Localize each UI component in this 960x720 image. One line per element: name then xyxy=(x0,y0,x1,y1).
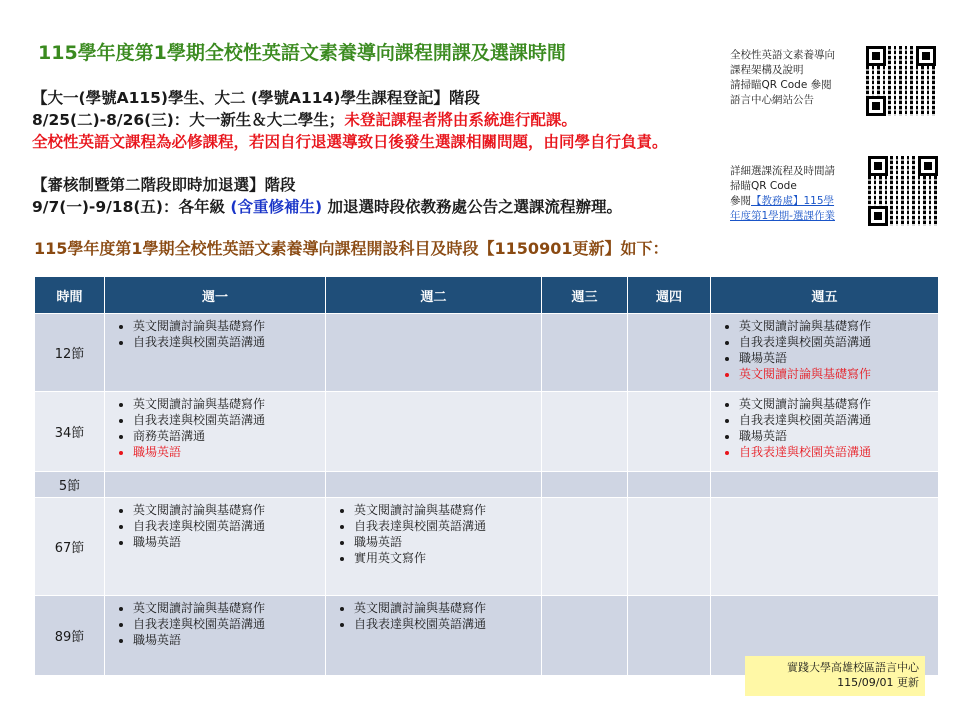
qr1-note-line: 全校性英語文素養導向 xyxy=(730,49,835,61)
time-cell: 89節 xyxy=(35,596,105,676)
course-list xyxy=(105,318,325,350)
course-item: • 自我表達與校園英語溝通 xyxy=(739,334,938,350)
course-list xyxy=(711,318,938,382)
qr2-note-prefix: 參閱 xyxy=(730,195,751,207)
course-item: • 實用英文寫作 xyxy=(354,550,541,566)
thursday-cell xyxy=(628,392,711,472)
course-item: • 自我表達與校園英語溝通 xyxy=(739,444,938,460)
course-item: • 自我表達與校園英語溝通 xyxy=(133,518,325,534)
friday-cell xyxy=(711,472,939,498)
qr-code-icon[interactable] xyxy=(866,46,936,116)
time-cell: 5節 xyxy=(35,472,105,498)
course-item: • 英文閱讀討論與基礎寫作 xyxy=(133,502,325,518)
course-item: • 英文閱讀討論與基礎寫作 xyxy=(133,396,325,412)
thursday-cell xyxy=(628,472,711,498)
friday-cell xyxy=(711,498,939,596)
monday-cell xyxy=(105,314,326,392)
course-list xyxy=(326,502,541,566)
wednesday-cell xyxy=(542,314,628,392)
course-item: • 自我表達與校園英語溝通 xyxy=(354,616,541,632)
wednesday-cell xyxy=(542,498,628,596)
wednesday-cell xyxy=(542,392,628,472)
monday-cell xyxy=(105,392,326,472)
thursday-cell xyxy=(628,596,711,676)
header-tue: 週二 xyxy=(326,277,542,314)
qr1-note-line: 語言中心網站公告 xyxy=(730,94,814,106)
qr2-note-line: 掃瞄QR Code xyxy=(730,180,797,192)
thursday-cell xyxy=(628,314,711,392)
course-item: • 自我表達與校園英語溝通 xyxy=(354,518,541,534)
qr2-note-line: 詳細選課流程及時間請 xyxy=(730,165,835,177)
stage2-line xyxy=(32,195,622,217)
tuesday-cell xyxy=(326,498,542,596)
time-cell: 12節 xyxy=(35,314,105,392)
course-item: • 職場英語 xyxy=(739,350,938,366)
stage2-line-blue: (含重修補生) xyxy=(230,198,323,216)
table-subtitle: 115學年度第1學期全校性英語文素養導向課程開設科目及時段【1150901更新】如下： xyxy=(34,239,669,258)
update-note xyxy=(745,656,925,696)
course-list xyxy=(711,396,938,460)
course-item: • 自我表達與校園英語溝通 xyxy=(133,616,325,632)
schedule-body xyxy=(35,314,939,676)
course-item: • 自我表達與校園英語溝通 xyxy=(133,334,325,350)
friday-cell xyxy=(711,392,939,472)
tuesday-cell xyxy=(326,472,542,498)
course-item: • 英文閱讀討論與基礎寫作 xyxy=(354,600,541,616)
tuesday-cell xyxy=(326,392,542,472)
qr2-note xyxy=(730,164,835,224)
course-item: • 職場英語 xyxy=(133,534,325,550)
header-time: 時間 xyxy=(35,277,105,314)
monday-cell xyxy=(105,596,326,676)
course-item: • 英文閱讀討論與基礎寫作 xyxy=(739,318,938,334)
course-item: • 職場英語 xyxy=(354,534,541,550)
friday-cell xyxy=(711,314,939,392)
table-row xyxy=(35,314,939,392)
stage2-heading: 【審核制暨第二階段即時加退選】階段 xyxy=(32,176,296,194)
course-list xyxy=(326,600,541,632)
course-item: • 職場英語 xyxy=(739,428,938,444)
page-title: 115學年度第1學期全校性英語文素養導向課程開課及選課時間 xyxy=(38,42,566,64)
thursday-cell xyxy=(628,498,711,596)
tuesday-cell xyxy=(326,596,542,676)
qr2-link-continued[interactable]: 年度第1學期-選課作業 xyxy=(730,210,835,222)
table-row xyxy=(35,392,939,472)
time-cell: 67節 xyxy=(35,498,105,596)
course-item: • 自我表達與校園英語溝通 xyxy=(739,412,938,428)
table-header-row xyxy=(35,277,939,314)
qr2-note-link-line xyxy=(730,194,835,209)
wednesday-cell xyxy=(542,596,628,676)
stage1-line xyxy=(32,108,577,130)
table-row xyxy=(35,472,939,498)
course-list xyxy=(105,600,325,648)
course-item: • 自我表達與校園英語溝通 xyxy=(133,412,325,428)
header-wed: 週三 xyxy=(542,277,628,314)
tuesday-cell xyxy=(326,314,542,392)
course-item: • 商務英語溝通 xyxy=(133,428,325,444)
course-item: • 英文閱讀討論與基礎寫作 xyxy=(133,318,325,334)
monday-cell xyxy=(105,472,326,498)
monday-cell xyxy=(105,498,326,596)
qr2-link[interactable]: 【教務處】115學 xyxy=(751,195,835,207)
header-fri: 週五 xyxy=(711,277,939,314)
course-item: • 英文閱讀討論與基礎寫作 xyxy=(133,600,325,616)
stage1-heading: 【大一(學號A115)學生、大二 (學號A114)學生課程登記】階段 xyxy=(32,89,480,107)
stage2-line-suffix: 加退選時段依教務處公告之選課流程辦理。 xyxy=(322,198,622,216)
course-item: • 英文閱讀討論與基礎寫作 xyxy=(354,502,541,518)
note-line2: 115/09/01 更新 xyxy=(837,676,919,689)
header-thu: 週四 xyxy=(628,277,711,314)
stage1-line-red: 未登記課程者將由系統進行配課。 xyxy=(344,111,577,129)
qr1-note xyxy=(730,48,835,108)
stage1-line-prefix: 8/25(二)-8/26(三)：大一新生＆大二學生； xyxy=(32,111,345,129)
qr1-note-line: 課程架構及說明 xyxy=(730,64,804,76)
course-list xyxy=(105,396,325,460)
note-line1: 實踐大學高雄校區語言中心 xyxy=(787,661,919,674)
qr-code-icon[interactable] xyxy=(868,156,938,226)
stage2-line-prefix: 9/7(一)-9/18(五)：各年級 xyxy=(32,198,231,216)
time-cell: 34節 xyxy=(35,392,105,472)
header-mon: 週一 xyxy=(105,277,326,314)
stage1-warning: 全校性英語文課程為必修課程，若因自行退選導致日後發生選課相關問題，由同學自行負責。 xyxy=(32,133,668,151)
schedule-table xyxy=(34,276,939,676)
course-item: • 職場英語 xyxy=(133,632,325,648)
table-row xyxy=(35,498,939,596)
course-item: • 英文閱讀討論與基礎寫作 xyxy=(739,366,938,382)
course-item: • 職場英語 xyxy=(133,444,325,460)
course-item: • 英文閱讀討論與基礎寫作 xyxy=(739,396,938,412)
wednesday-cell xyxy=(542,472,628,498)
qr1-note-line: 請掃瞄QR Code 參閱 xyxy=(730,79,832,91)
course-list xyxy=(105,502,325,550)
